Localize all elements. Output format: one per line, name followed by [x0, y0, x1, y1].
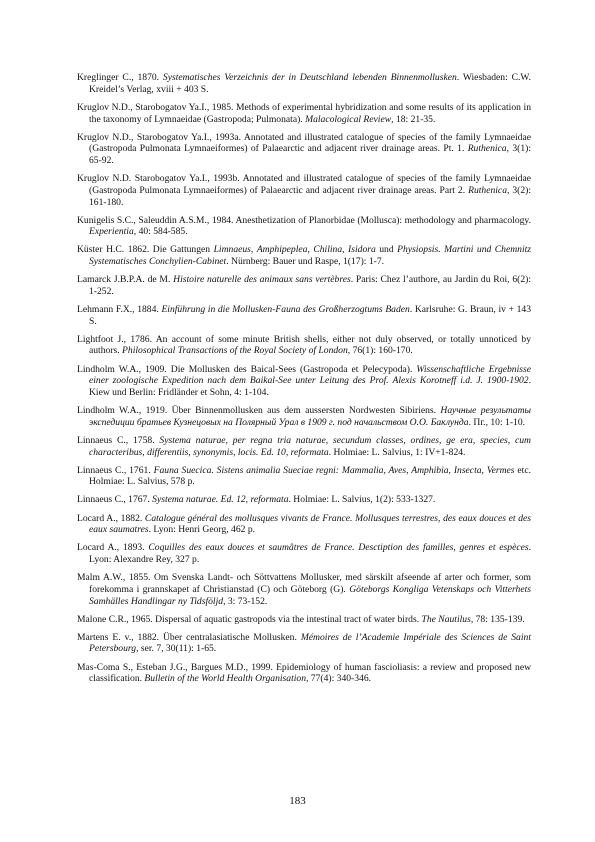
reference-entry [77, 513, 531, 536]
reference-italic-text: Bulletin of the World Health Organisation, [144, 673, 309, 685]
reference-list [77, 72, 531, 691]
reference-text: Lamarck J.B.P.A. de M. [77, 274, 174, 286]
reference-text: . Holmiae: L. Salvius, 1: IV+1-824. [328, 446, 466, 458]
reference-text: Linnaeus C., 1761. [77, 464, 154, 476]
reference-text: Locard A., 1893. [77, 542, 149, 554]
reference-text: . Nürnberg: Bauer und Raspe, 1(17): 1-7. [226, 256, 385, 268]
reference-entry [77, 435, 531, 458]
reference-entry [77, 274, 531, 297]
reference-text: Kruglov N.D., Starobogatov Ya.I., 1985. Methods of experimental hybridization and some results of its application in the taxonomy of Lymnaeidae (Gastropoda; Pulmonata). [77, 101, 531, 125]
reference-text: . Wiesbaden: C.W. Kreidel’s Verlag, xviii + 403 S. [89, 72, 531, 95]
reference-entry [77, 614, 531, 626]
reference-text: , 3(2): 161-180. [89, 184, 532, 208]
reference-text: , 76(1): 160-170. [347, 345, 413, 357]
reference-entry [77, 364, 531, 399]
reference-entry [77, 572, 531, 607]
reference-text: und [375, 244, 398, 256]
reference-italic-text: Malacological Review [305, 113, 392, 125]
reference-text: Kunigelis S.C., Saleuddin A.S.M., 1984. Anesthetization of Planorbidae (Mollusca): methodology and pharmacology. [77, 214, 531, 226]
reference-italic-text: Limnaeus [213, 244, 251, 256]
reference-text: Locard A., 1882. [77, 512, 145, 524]
reference-entry [77, 334, 531, 357]
reference-italic-text: Wissenschaftliche Ergebnisse einer zoologische Expedition nach dem Baikal-See unter Leitung des Prof. Alexis Korotneff i.d. J. 1900-1902 [89, 363, 531, 387]
reference-text: . Lyon: Alexandre Rey, 327 p. [89, 542, 531, 566]
reference-entry [77, 405, 531, 428]
reference-italic-text: The Nautilus [421, 613, 471, 625]
reference-text: , [307, 244, 314, 256]
reference-italic-text: Experientia [89, 226, 134, 238]
reference-text: , 78: 135-139. [470, 613, 525, 625]
reference-text: Mas-Coma S., Esteban J.G., Bargues M.D., 1999. Epidemiology of human fascioliasis: a review and proposed new classification. [77, 661, 531, 685]
reference-italic-text: Ruthenica [468, 184, 507, 196]
reference-text: Küster H.C. 1862. Die Gattungen [77, 244, 214, 256]
reference-entry [77, 465, 531, 488]
reference-text: Kruglov N.D. Starobogatov Ya.I., 1993b. Annotated and illustrated catalogue of species of the family Lymnaeidae (Gastropoda Pulmonata Lymnaeiformes) of Palaearctic and adjacent river drainage areas. Part 2. [77, 173, 531, 196]
reference-text: , 3: 73-152. [223, 595, 268, 607]
reference-text: . Paris: Chez l’authore, au Jardin du Roi, 6(2): 1-252. [89, 274, 532, 297]
reference-italic-text: Amphipeplea [256, 244, 308, 256]
reference-text: Lindholm W.A., 1919. Über Binnenmollusken aus dem aussersten Nordwesten Sibiriens. [77, 405, 441, 417]
reference-italic-text: Physiopsis. Martini und Chemnitz Systematisches Conchylien-Cabinet [89, 244, 532, 268]
reference-text: Malone C.R., 1965. Dispersal of aquatic gastropods via the intestinal tract of water birds. [77, 613, 422, 625]
reference-text: , [342, 244, 349, 256]
reference-text: . Kiew und Berlin: Fridländer et Sohn, 4: 1-104. [89, 375, 531, 398]
reference-text: 77(4): 340-346. [308, 673, 372, 685]
reference-entry [77, 632, 531, 655]
reference-entry [77, 662, 531, 685]
reference-text: , 3(1): 65-92. [89, 143, 531, 166]
reference-italic-text: Chilina [313, 244, 343, 256]
reference-italic-text: Systema naturae, per regna tria naturae, secundum classes, ordines, ge era, species, cum characteribus, differentiis, synonymis, locis. Ed. 10, reformata [89, 434, 531, 458]
reference-italic-text: Coquilles des eaux douces et saumâtres de France. Desctiption des familles, genres et espèces [148, 542, 529, 554]
reference-text: Linnaeus C., 1767. [77, 494, 153, 506]
reference-italic-text: Ruthenica [467, 143, 507, 155]
reference-text: Lightfoot J., 1786. An account of some minute British shells, either not duly observed, or totally unnoticed by authors. [77, 333, 531, 357]
reference-text: Kreglinger C., 1870. [77, 72, 163, 83]
reference-entry [77, 102, 531, 125]
reference-entry [77, 494, 531, 506]
reference-text: etc. Holmiae: L. Salvius, 578 p. [89, 464, 531, 488]
reference-text: . Пг., 10: 1-10. [468, 416, 526, 428]
reference-text: . Lyon: Henri Georg, 462 p. [148, 524, 256, 536]
reference-entry [77, 132, 531, 167]
reference-italic-text: Philosophical Transactions of the Royal Society of London [122, 345, 348, 357]
reference-text: Linnaeus C., 1758. [77, 434, 160, 446]
reference-entry [77, 72, 531, 95]
reference-text: Kruglov N.D., Starobogatov Ya.I., 1993a. Annotated and illustrated catalogue of species of the family Lymnaeidae (Gastropoda Pulmonata Lymnaeiformes) of Palaearctic and adjacent river drainage areas. Pt. 1. [77, 131, 531, 155]
reference-text: Lehmann F.X., 1884. [77, 303, 162, 315]
reference-text: Lindholm W.A., 1909. Die Mollusken des Baical-Sees (Gastropoda et Pelecypoda). [77, 363, 417, 375]
reference-text: , [250, 244, 257, 256]
reference-entry [77, 173, 531, 208]
reference-italic-text: Isidora [348, 244, 376, 256]
reference-italic-text: Mémoires de l’Academie Impériale des Sciences de Saint Petersbourg [89, 631, 531, 655]
reference-text: , 40: 584-585. [133, 226, 188, 238]
reference-entry [77, 215, 531, 238]
reference-italic-text: Einführung in die Mollusken-Fauna des Großherzogtums Baden [161, 303, 410, 315]
reference-entry [77, 244, 531, 267]
reference-italic-text: Göteborgs Kongliga Vetenskaps och Vitterhets Samhälles Handlingar ny Tidsföljd [89, 583, 531, 607]
reference-text: , ser. 7, 30(11): 1-65. [136, 643, 217, 655]
reference-italic-text: Catalogue général des mollusques vivants de France. Mollusques terrestres, des eaux douces et des eaux saumatres [89, 512, 531, 536]
reference-entry [77, 542, 531, 565]
reference-italic-text: Fauna Suecica. Sistens animalia Sueciae regni: Mammalia, Aves, Amphibia, Insecta, Vermes [153, 464, 515, 476]
reference-italic-text: Histoire naturelle des animaux sans vertèbres [173, 274, 351, 286]
reference-text: . Karlsruhe: G. Braun, iv + 143 S. [89, 303, 532, 327]
page-number: 183 [289, 795, 306, 807]
reference-text: Malm A.W., 1855. Om Svenska Landt- och Söttvattens Mollusker, med särskilt afseende af arter och former, som forekomma i grannskapet af Christianstad (C) och Göteborg (G). [77, 572, 531, 595]
reference-text: . Holmiae: L. Salvius, 1(2): 533-1327. [288, 494, 436, 506]
reference-entry [77, 304, 531, 327]
reference-italic-text: Научные результаты экспедиции братьев Кузнецовых на Полярный Урал в 1909 г. под начальством О.О. Баклунда [89, 405, 531, 428]
reference-italic-text: Systema naturae. Ed. 12, reformata [152, 494, 289, 506]
reference-text: Martens E. v., 1882. Über centralasiatische Mollusken. [77, 631, 301, 643]
reference-italic-text: Systematisches Verzeichnis der in Deutschland lebenden Binnenmollusken [162, 72, 457, 83]
reference-text: , 18: 21-35. [391, 113, 436, 125]
